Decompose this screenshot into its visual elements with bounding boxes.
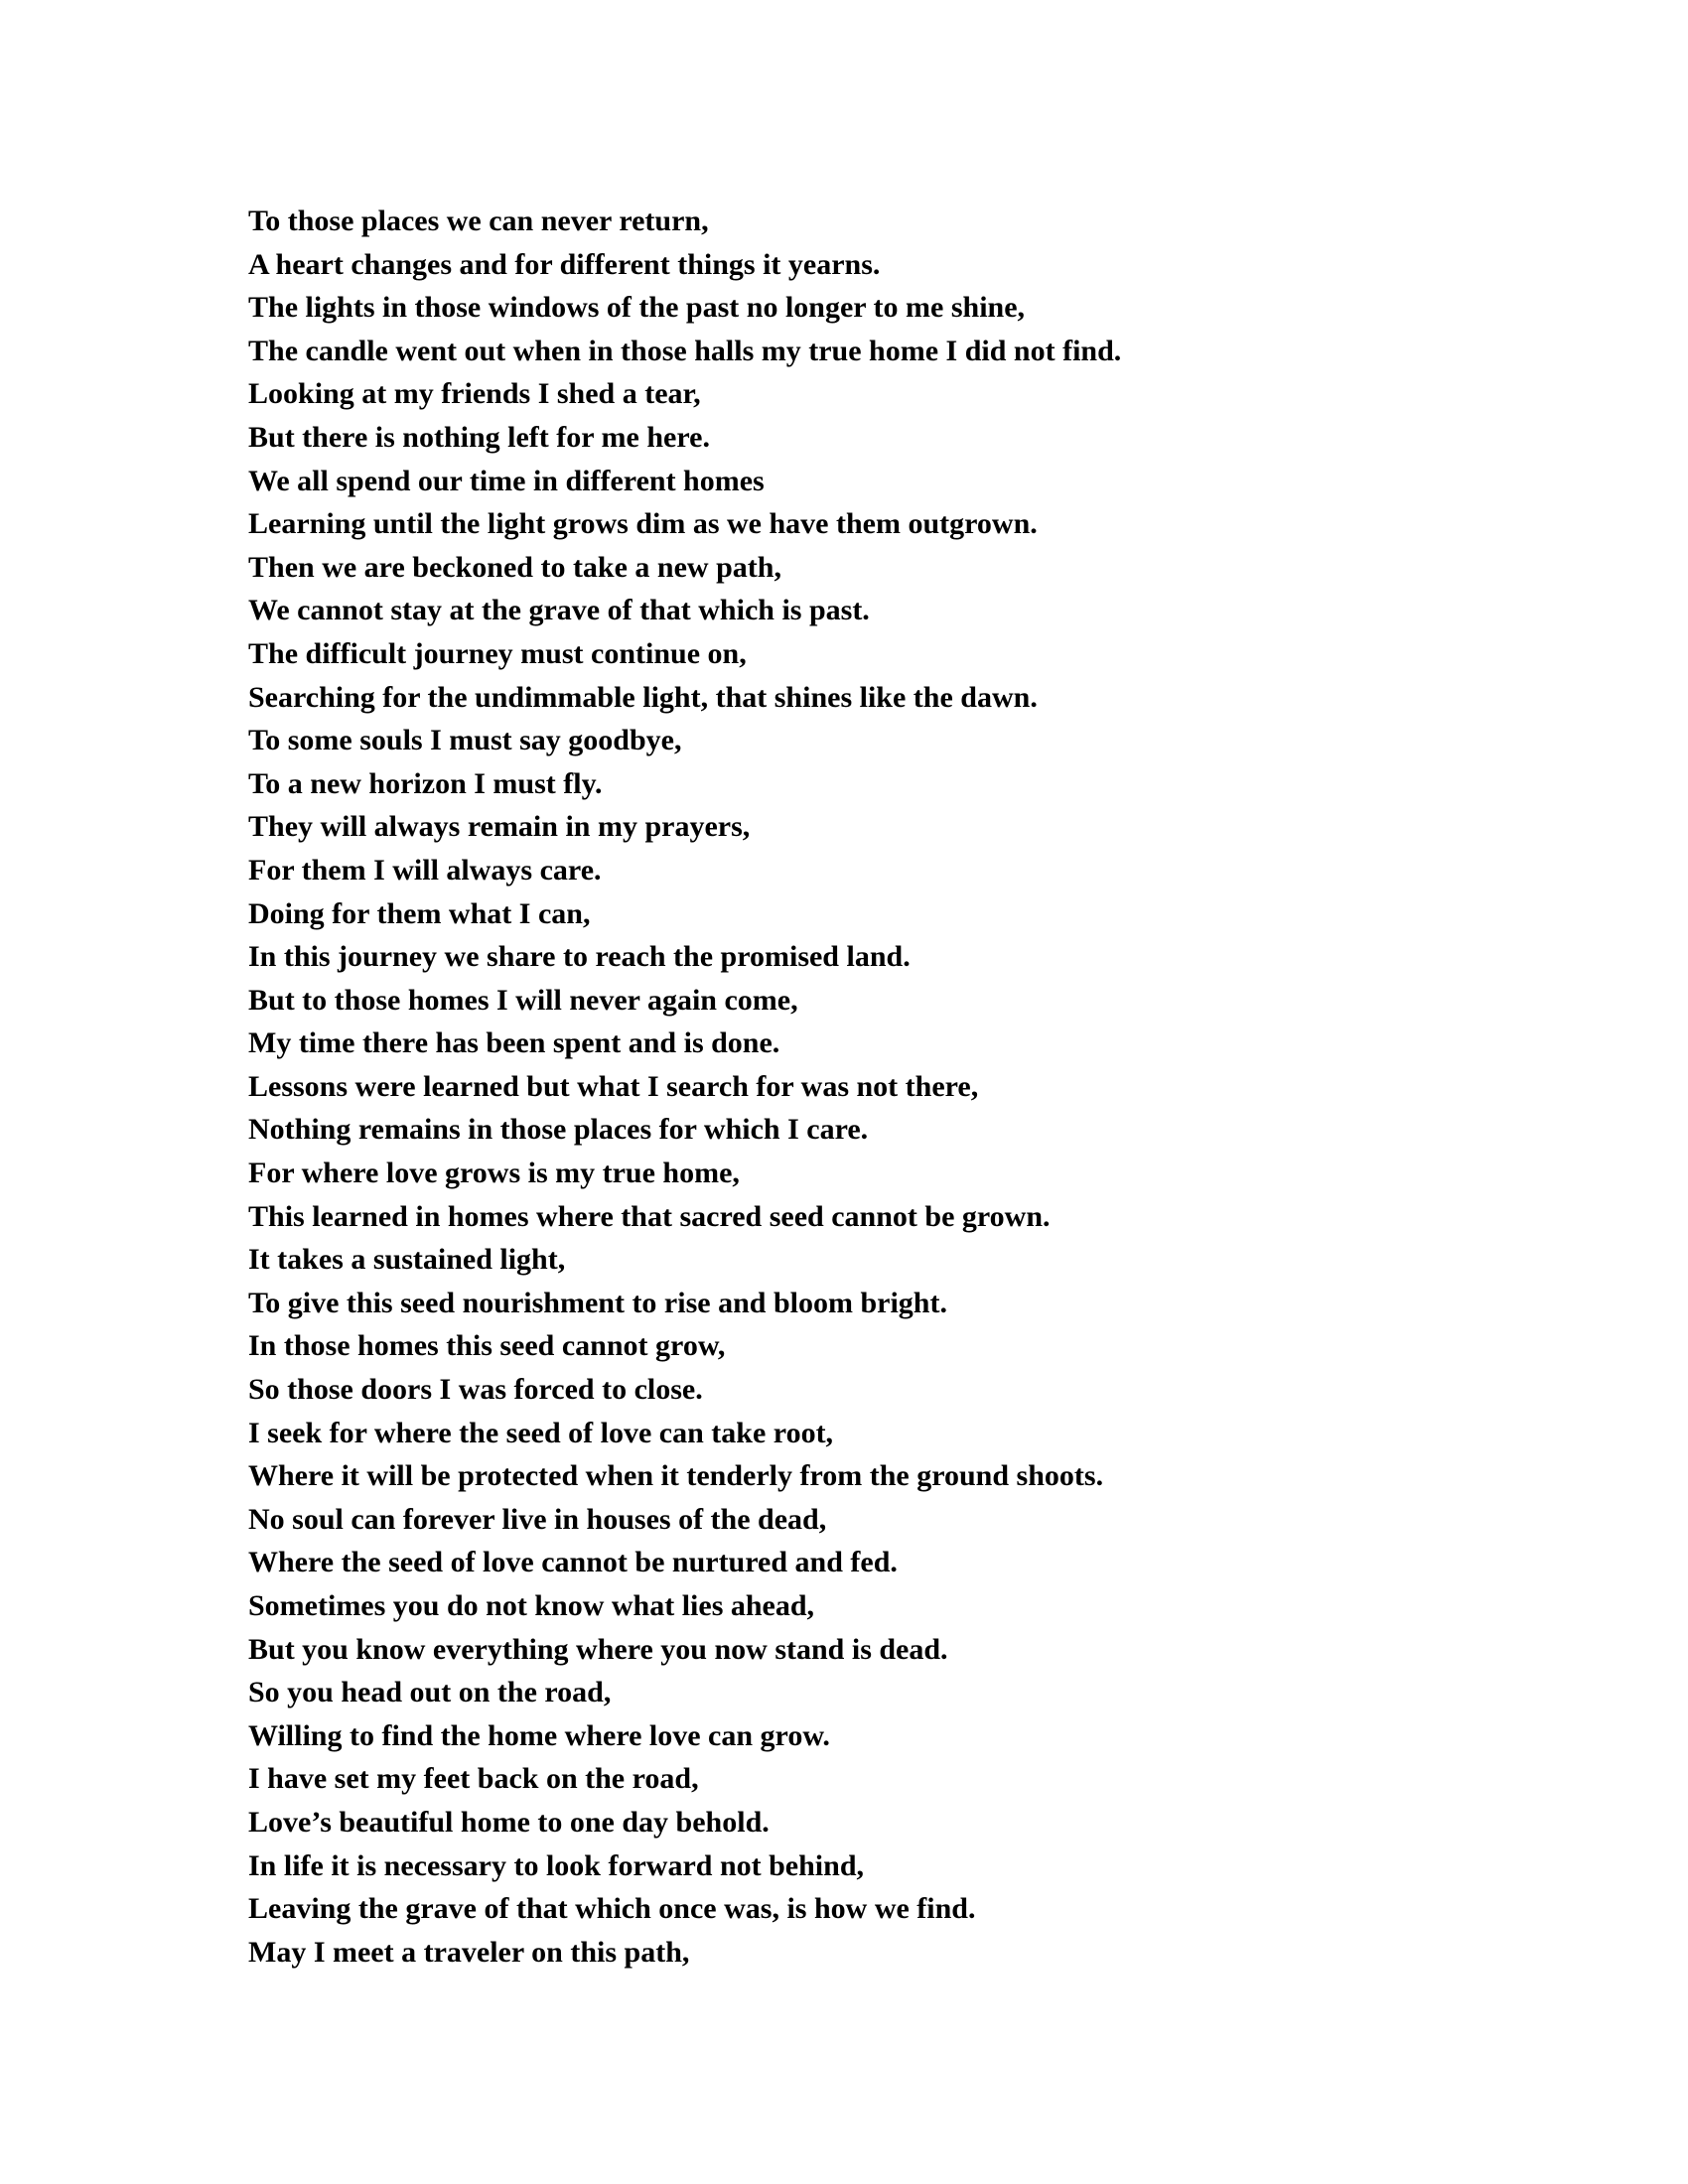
poem-line: Nothing remains in those places for which I care. — [248, 1113, 869, 1147]
poem-line: This learned in homes where that sacred seed cannot be grown. — [248, 1199, 1051, 1233]
poem-line: May I meet a traveler on this path, — [248, 1935, 690, 1969]
poem-line: The difficult journey must continue on, — [248, 636, 747, 670]
poem-line: Lessons were learned but what I search for was not there, — [248, 1069, 979, 1103]
poem-line: In this journey we share to reach the promised land. — [248, 940, 911, 974]
poem-line: I seek for where the seed of love can take root, — [248, 1416, 834, 1449]
poem-line: To those places we can never return, — [248, 205, 709, 237]
poem-line: The lights in those windows of the past no longer to me shine, — [248, 291, 1026, 325]
poem-line: A heart changes and for different things it yearns. — [248, 247, 881, 281]
poem-line: To give this seed nourishment to rise and bloom bright. — [248, 1286, 947, 1319]
poem-line: Then we are beckoned to take a new path, — [248, 550, 781, 584]
poem-line: In those homes this seed cannot grow, — [248, 1329, 726, 1363]
poem-line: Where it will be protected when it tenderly from the ground shoots. — [248, 1459, 1104, 1493]
poem-line: Leaving the grave of that which once was, is how we find. — [248, 1892, 976, 1926]
poem-line: Looking at my friends I shed a tear, — [248, 377, 701, 411]
poem-line: No soul can forever live in houses of the dead, — [248, 1502, 827, 1536]
poem-line: For them I will always care. — [248, 853, 602, 887]
poem-line: Where the seed of love cannot be nurtured and fed. — [248, 1546, 898, 1579]
poem-line: We all spend our time in different homes — [248, 464, 765, 497]
poem-line: We cannot stay at the grave of that which is past. — [248, 594, 870, 627]
poem-line: In life it is necessary to look forward not behind, — [248, 1848, 865, 1882]
poem-line: But there is nothing left for me here. — [248, 420, 710, 454]
poem-line: My time there has been spent and is done. — [248, 1026, 780, 1060]
poem-line: For where love grows is my true home, — [248, 1157, 740, 1190]
poem-line: Doing for them what I can, — [248, 896, 591, 930]
poem-line: The candle went out when in those halls my true home I did not find. — [248, 334, 1122, 367]
poem-line: Sometimes you do not know what lies ahead, — [248, 1589, 815, 1622]
poem-line: So you head out on the road, — [248, 1676, 612, 1709]
poem-line: I have set my feet back on the road, — [248, 1762, 699, 1796]
poem-body — [248, 200, 1539, 1974]
poem-line: Searching for the undimmable light, that shines like the dawn. — [248, 680, 1038, 714]
poem-line: But to those homes I will never again come, — [248, 983, 798, 1017]
poem-line: To a new horizon I must fly. — [248, 766, 603, 800]
poem-line: Willing to find the home where love can grow. — [248, 1718, 830, 1752]
poem-line: It takes a sustained light, — [248, 1243, 566, 1277]
poem-line: So those doors I was forced to close. — [248, 1373, 703, 1407]
poem-line: Learning until the light grows dim as we have them outgrown. — [248, 507, 1038, 541]
poem-line: But you know everything where you now stand is dead. — [248, 1632, 948, 1666]
poem-line: Love’s beautiful home to one day behold. — [248, 1805, 770, 1839]
poem-line: To some souls I must say goodbye, — [248, 724, 682, 757]
poem-line: They will always remain in my prayers, — [248, 810, 751, 844]
